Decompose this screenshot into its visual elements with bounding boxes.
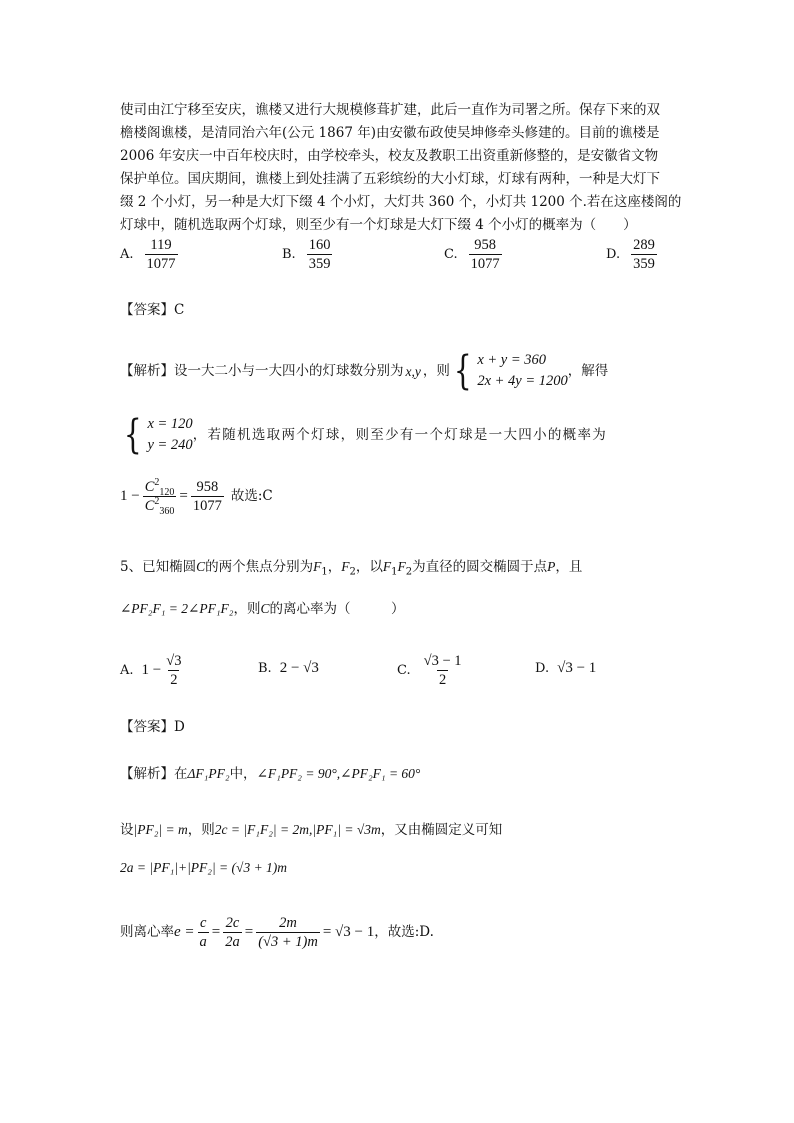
denominator: (√3 + 1)m [258,934,318,950]
stem-text: ，以 [355,559,383,575]
denominator: 1077 [146,256,176,272]
numerator: 958 [474,237,496,253]
subscript: 120 [159,486,175,498]
option-b [258,660,319,677]
denominator: a [199,934,207,950]
stem-text: 为直径的圆交椭圆于点 [412,559,548,575]
denominator: 359 [308,256,331,272]
option-fraction [631,236,657,273]
numerator: √3 [166,653,182,669]
result: = √3 − 1 [322,924,375,940]
brace-icon: { [453,348,472,394]
option-c [397,652,467,689]
problem-5-stem-2 [120,597,676,621]
denominator: 359 [633,256,655,272]
stem-text: ，且 [555,559,583,575]
analysis-4-line-1 [120,350,676,392]
symbol-c: C [260,601,270,616]
brace-icon: { [123,412,142,458]
equation: x + y = 360 [477,352,547,368]
option-text: 1 − [141,662,162,678]
analysis-text: 则离心率 [120,924,174,940]
probability-formula [120,478,676,515]
symbol-f: F [313,559,322,574]
analysis-5-line-3 [120,856,676,880]
combination-fraction [143,478,177,515]
fraction-2c-2a [223,914,242,951]
answer-text: 【答案】D [120,719,185,735]
text-line: 檐楼阁谯楼，是清同治六年(公元 1867 年)由安徽布政使吴坤修牵头修建的。目前的谯楼是 [120,125,660,141]
analysis-text: 中， [229,766,257,782]
text-line: 灯球中，随机选取两个灯球，则至少有一个灯球是大灯下缀 4 个小灯的概率为（ ） [120,217,637,233]
option-a [120,236,181,273]
result-fraction [191,478,224,515]
answer-text: 【答案】C [120,302,185,318]
eccentricity-symbol: e = [174,924,195,940]
choice-text: 故选:C [230,488,273,504]
option-label: D. [606,247,621,262]
equals-sign: = [179,488,188,504]
text-line: 2006 年安庆一中百年校庆时，由学校牵头，校友及教职工出资重新修整的，是安徽省文物 [120,148,659,164]
text-connector: ，则 [422,362,450,379]
formula-lead: 1 − [120,488,140,504]
text-connector: ，解得 [567,362,609,379]
numerator: 2c [225,915,240,931]
option-label: C. [397,663,411,678]
option-b [282,236,335,273]
equation-system-1 [450,350,568,392]
superscript: 2 [154,496,160,508]
analysis-5-line-4: 则离心率 e = $\frac{c}{a}$ = $\frac{2c}{2a}$ = $\frac{2m}{(√3 + 1)m}$ = √3 − 1 ，故选:D. [120,915,434,950]
analysis-5-line-1 [120,762,676,786]
subscript: 1 [321,566,328,578]
stem-text: ，则 [233,601,261,617]
numerator: 160 [308,237,331,253]
c-symbol: C [144,498,155,514]
option-text: 2 − √3 [279,660,319,676]
subscript: 1 [391,566,398,578]
option-label: B. [282,247,296,262]
denominator: 2 [170,672,178,688]
option-label: B. [258,661,272,676]
triangle-symbol: ΔF₁PF₂ [187,766,230,781]
option-label: A. [120,663,134,678]
denominator: 1077 [470,256,500,272]
choice-text: ，故选:D. [374,924,434,940]
analysis-4-line-2 [120,414,676,456]
option-fraction [145,236,178,273]
equation: 2x + 4y = 1200 [477,373,568,389]
numerator: 119 [150,237,172,253]
option-a [120,652,186,689]
stem-text: 的两个焦点分别为 [205,559,314,575]
equation-system-2 [120,414,193,456]
symbol-f: F [397,559,406,574]
analysis-text: ，又由椭圆定义可知 [380,822,503,838]
analysis-label: 【解析】在 [120,766,188,782]
option-label: A. [120,247,134,262]
analysis-text: ，若随机选取两个灯球，则至少有一个灯球是一大四小的概率为 [192,426,608,443]
analysis-5-line-2 [120,818,676,842]
analysis-text: 设 [120,822,134,838]
numerator: 958 [196,479,219,495]
stem-text: ， [327,559,342,575]
stem-text: 5、已知椭圆 [120,559,197,575]
option-d [606,236,660,273]
numerator: c [199,915,207,931]
fraction-c-a [198,914,209,951]
symbol-p: P [547,559,556,574]
option-label: D. [535,661,550,676]
symbol-f: F [341,559,350,574]
option-fraction [422,652,464,689]
analysis-text: ，则 [187,822,215,838]
text-line: 保护单位。国庆期间，谯楼上到处挂满了五彩缤纷的大小灯球，灯球有两种，一种是大灯下 [120,171,660,187]
length-equation: 2c = |F₁F₂| = 2m,|PF₁| = √3m [214,822,381,837]
denominator: 1077 [192,498,222,514]
numerator: 289 [633,237,655,253]
answer-5 [120,716,676,739]
option-d [535,660,596,677]
option-text: √3 − 1 [557,660,597,676]
problem-4-text [120,99,682,237]
numerator: 2m [279,915,297,931]
ellipse-definition-equation: 2a = |PF₁|+|PF₂| = (√3 + 1)m [120,860,288,875]
equation: x = 120 [147,416,193,432]
symbol-c: C [196,559,206,574]
option-fraction [469,236,502,273]
denominator: 2a [225,934,240,950]
symbol-f: F [382,559,392,574]
denominator: 2 [438,672,447,688]
analysis-label: 【解析】设一大二小与一大四小的灯球数分别为 [120,362,404,379]
length-equation: |PF₂| = m [133,822,188,837]
subscript: 2 [349,566,356,578]
angle-values: ∠F₁PF₂ = 90°,∠PF₂F₁ = 60° [256,766,421,781]
angle-equation: ∠PF₂F₁ = 2∠PF₁F₂ [120,601,234,616]
subscript: 2 [405,566,413,578]
text-line: 缀 2 个小灯，另一种是大灯下缀 4 个小灯，大灯共 360 个，小灯共 1200 个.若在这座楼阁的 [120,194,682,210]
option-label: C. [444,247,458,262]
fraction-2m [256,914,320,951]
subscript: 360 [159,505,175,517]
option-fraction [164,652,183,689]
equation: y = 240 [147,437,193,453]
stem-text: 的离心率为（ ） [269,601,405,617]
variables: x,y [405,363,421,379]
answer-4 [120,299,676,322]
superscript: 2 [154,477,160,489]
numerator: √3 − 1 [423,653,462,669]
problem-5-stem-1 [120,555,676,579]
text-line: 使司由江宁移至安庆，谯楼又进行大规模修葺扩建，此后一直作为司署之所。保存下来的双 [120,102,660,118]
c-symbol: C [144,479,155,495]
option-c [444,236,505,273]
option-fraction [307,236,333,273]
